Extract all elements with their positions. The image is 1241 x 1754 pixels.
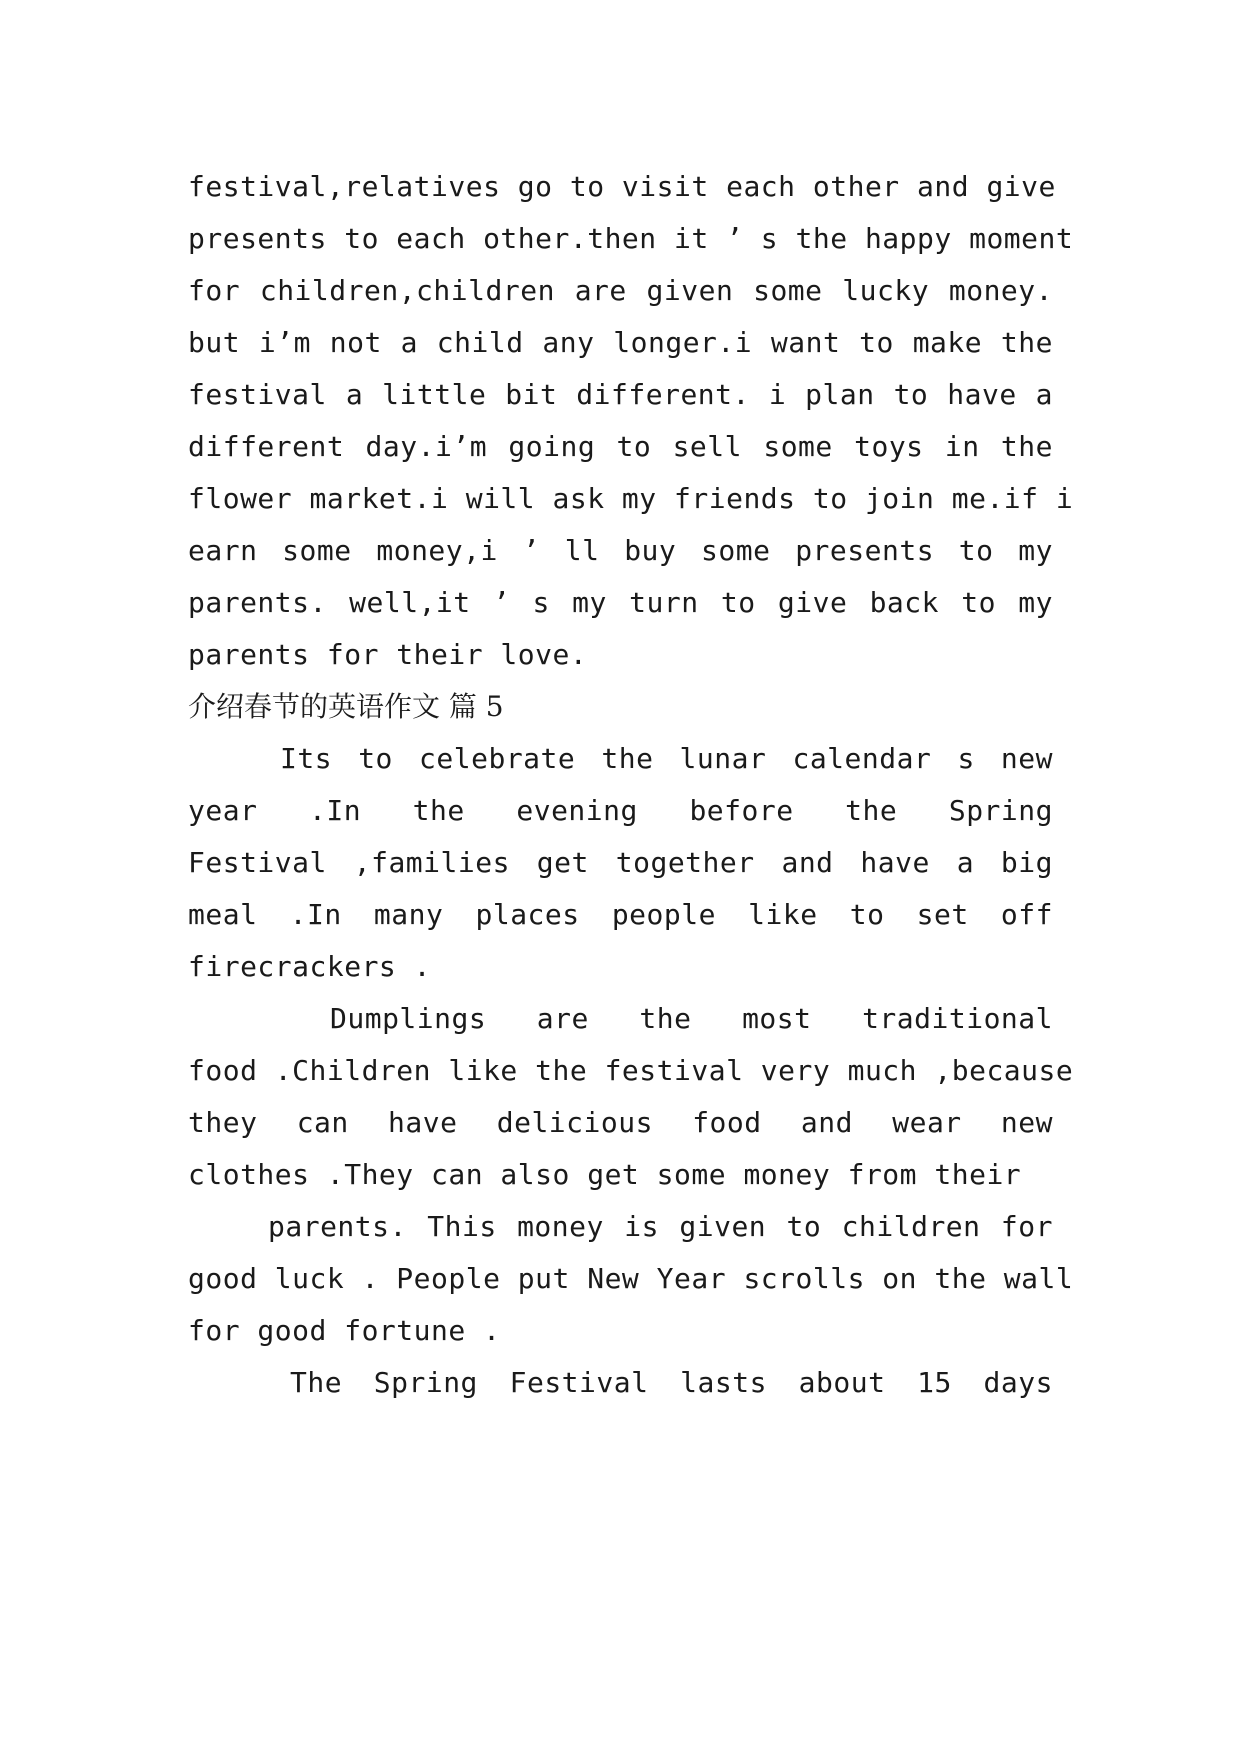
text-line: Festival ,families get together and have a big [188, 846, 1053, 879]
text-line: earn some money,i ’ ll buy some presents to my [188, 534, 1053, 567]
text-line: they can have delicious food and wear new [188, 1106, 1053, 1139]
text-line: flower market.i will ask my friends to join me.if i [188, 482, 1074, 515]
text-line: for children,children are given some lucky money. [188, 274, 1053, 307]
text-line: good luck . People put New Year scrolls on the wall [188, 1262, 1074, 1295]
text-line: firecrackers . [188, 950, 432, 983]
text-line: year .In the evening before the Spring [188, 794, 1053, 827]
paragraph-first-line: The Spring Festival lasts about 15 days [290, 1366, 1053, 1399]
text-line: for good fortune . [188, 1314, 501, 1347]
text-line: parents for their love. [188, 638, 588, 671]
text-line: festival,relatives go to visit each other and give [188, 170, 1056, 203]
text-line: parents. well,it ’ s my turn to give back to my [188, 586, 1053, 619]
text-line: clothes .They can also get some money from their [188, 1158, 1022, 1191]
text-line: but i’m not a child any longer.i want to make the [188, 326, 1053, 359]
paragraph-first-line: Its to celebrate the lunar calendar s new [280, 742, 1053, 775]
text-line: different day.i’m going to sell some toys in the [188, 430, 1053, 463]
text-line: festival a little bit different. i plan to have a [188, 378, 1053, 411]
section-heading: 介绍春节的英语作文 篇 5 [188, 690, 504, 723]
paragraph-first-line: parents. This money is given to children for [268, 1210, 1053, 1243]
text-line: meal .In many places people like to set off [188, 898, 1053, 931]
text-line: food .Children like the festival very much ,because [188, 1054, 1074, 1087]
text-line: presents to each other.then it ’ s the happy moment [188, 222, 1074, 255]
paragraph-first-line: Dumplings are the most traditional [330, 1002, 1053, 1035]
